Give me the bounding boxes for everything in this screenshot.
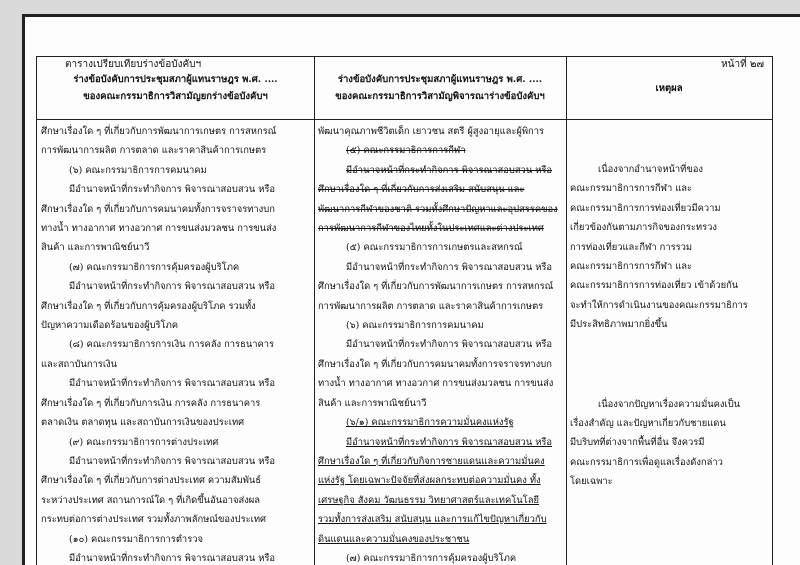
text-line: กระทบต่อการต่างประเทศ รวมทั้งภาพลักษณ์ของประเทศ xyxy=(41,514,266,526)
reason-text: คณะกรรมาธิการเพื่อดูแลเรื่องดังกล่าว xyxy=(570,456,723,468)
text-line: ทางน้ำ ทางอากาศ ทางอวกาศ การขนส่งมวลชน การขนส่ง xyxy=(41,223,277,235)
text-line-new: แห่งรัฐ โดยเฉพาะปัจจัยที่ส่งผลกระทบต่อความมั่นคง ทั้ง xyxy=(318,475,541,487)
column-body-3 xyxy=(566,120,772,565)
reason-text: คณะกรรมาธิการการท่องเที่ยว เข้าด้วยกัน xyxy=(570,280,739,292)
column-heading-line: ของคณะกรรมาธิการวิสามัญพิจารณาร่างข้อบังคับฯ xyxy=(335,91,545,102)
text-line: ระหว่างประเทศ สถานการณ์ใด ๆ ที่เกิดขึ้นอันอาจส่งผล xyxy=(41,494,261,506)
text-line-new: ศึกษาเรื่องใด ๆ ที่เกี่ยวกับกิจการชายแดนและความมั่นคง xyxy=(318,455,545,467)
text-line: ศึกษาเรื่องใด ๆ ที่เกี่ยวกับการพัฒนาการเกษตร การสหกรณ์ xyxy=(41,126,277,137)
column-heading-3 xyxy=(566,57,772,120)
text-line: สินค้า และการพาณิชย์นาวี xyxy=(318,397,427,409)
clause-heading: (๖) คณะกรรมาธิการการคมนาคม xyxy=(346,320,484,332)
column-reasons xyxy=(566,57,772,565)
reason-text: คณะกรรมาธิการการท่องเที่ยวมีความ xyxy=(570,202,721,214)
comparison-table xyxy=(36,56,773,565)
clause-heading: (๖) คณะกรรมาธิการการคมนาคม xyxy=(69,164,207,176)
text-line: ปัญหาความเดือดร้อนของผู้บริโภค xyxy=(41,320,179,332)
text-line-struck: การพัฒนาการกีฬาของไทยทั้งในประเทศและต่างประเทศ xyxy=(318,223,544,235)
reason-text: การท่องเที่ยวและกีฬา การรวม xyxy=(570,241,693,253)
column-body-2 xyxy=(314,120,566,565)
text-line-struck: ศึกษาเรื่องใด ๆ ที่เกี่ยวกับการส่งเสริม สนับสนุน และ xyxy=(318,184,525,196)
text-line: ศึกษาเรื่องใด ๆ ที่เกี่ยวกับการพัฒนาการเกษตร การสหกรณ์ xyxy=(318,281,554,293)
text-line: และสถาบันการเงิน xyxy=(41,358,118,370)
column-heading-1 xyxy=(37,57,314,120)
column-heading-2 xyxy=(314,57,566,120)
text-line: ตลาดเงิน ตลาดทุน และสถาบันการเงินของประเทศ xyxy=(41,417,245,429)
reason-text: คณะกรรมาธิการการกีฬา และ xyxy=(570,261,693,273)
clause-heading: (๑๐) คณะกรรมาธิการการตำรวจ xyxy=(69,533,203,545)
reason-text: จะทำให้การดำเนินงานของคณะกรรมาธิการ xyxy=(570,299,748,311)
text-line: การพัฒนาการผลิต การตลาด และราคาสินค้าการเกษตร xyxy=(318,300,544,312)
document-header-title: ตารางเปรียบเทียบร่างข้อบังคับฯ xyxy=(65,59,202,70)
clause-heading: (๘) คณะกรรมาธิการการเงิน การคลัง การธนาคาร xyxy=(69,339,275,351)
text-line-struck: พัฒนาการกีฬาของชาติ รวมทั้งศึกษาปัญหาและอุปสรรคของ xyxy=(318,203,558,215)
spacer xyxy=(570,122,768,160)
column-heading-line: ร่างข้อบังคับการประชุมสภาผู้แทนราษฎร พ.ศ. .... xyxy=(73,74,278,85)
clause-heading-new: (๖/๑) คณะกรรมาธิการความมั่นคงแห่งรัฐ xyxy=(346,417,514,429)
column-drafting-committee xyxy=(37,57,315,565)
text-line: พัฒนาคุณภาพชีวิตเด็ก เยาวชน สตรี ผู้สูงอายุและผู้พิการ xyxy=(318,126,545,137)
text-line-new: เศรษฐกิจ สังคม วัฒนธรรม วิทยาศาสตร์และเทคโนโลยี xyxy=(318,494,539,506)
reason-text: เนื่องจากอำนาจหน้าที่ของ xyxy=(598,164,703,175)
text-line: มีอำนาจหน้าที่กระทำกิจการ พิจารณาสอบสวน หรือ xyxy=(69,378,276,390)
text-line-new: ดินแดนและความมั่นคงของประชาชน xyxy=(318,533,470,545)
text-line: มีอำนาจหน้าที่กระทำกิจการ พิจารณาสอบสวน หรือ xyxy=(69,281,276,293)
reason-text: เนื่องจากปัญหาเรื่องความมั่นคงเป็น xyxy=(598,398,741,410)
text-line: การพัฒนาการผลิต การตลาด และราคาสินค้าการเกษตร xyxy=(41,145,267,157)
column-body-1 xyxy=(37,120,314,565)
spacer xyxy=(570,335,768,395)
text-line: ศึกษาเรื่องใด ๆ ที่เกี่ยวกับการคุ้มครองผู้บริโภค รวมทั้ง xyxy=(41,300,256,312)
clause-heading: (๗) คณะกรรมาธิการการคุ้มครองผู้บริโภค xyxy=(69,261,240,273)
text-line: มีอำนาจหน้าที่กระทำกิจการ พิจารณาสอบสวน หรือ xyxy=(346,261,553,273)
text-line: มีอำนาจหน้าที่กระทำกิจการ พิจารณาสอบสวน หรือ xyxy=(69,455,276,467)
clause-heading: (๙) คณะกรรมาธิการการต่างประเทศ xyxy=(69,436,219,448)
column-review-committee xyxy=(314,57,567,565)
column-heading-line: เหตุผล xyxy=(655,82,683,94)
column-heading-line: ร่างข้อบังคับการประชุมสภาผู้แทนราษฎร พ.ศ. .... xyxy=(337,74,543,85)
reason-text: มีบริบทที่ต่างจากพื้นที่อื่น จึงควรมี xyxy=(570,437,705,449)
reason-text: เกี่ยวข้องกันตามภารกิจของกระทรวง xyxy=(570,222,717,234)
reason-text: คณะกรรมาธิการการกีฬา และ xyxy=(570,183,693,195)
reason-text: โดยเฉพาะ xyxy=(570,476,613,488)
text-line: ศึกษาเรื่องใด ๆ ที่เกี่ยวกับการต่างประเทศ ความสัมพันธ์ xyxy=(41,475,262,487)
column-heading-line: ของคณะกรรมาธิการวิสามัญยกร่างข้อบังคับฯ xyxy=(83,91,268,102)
text-line: ทางน้ำ ทางอากาศ ทางอวกาศ การขนส่งมวลชน การขนส่ง xyxy=(318,378,554,390)
clause-heading: (๕) คณะกรรมาธิการการเกษตรและสหกรณ์ xyxy=(346,242,523,254)
clause-heading-struck: (๕) คณะกรรมาธิการการกีฬา xyxy=(346,145,466,157)
text-line: ศึกษาเรื่องใด ๆ ที่เกี่ยวกับการเงิน การคลัง การธนาคาร xyxy=(41,397,261,409)
text-line: สินค้า และการพาณิชย์นาวี xyxy=(41,242,150,254)
text-line: มีอำนาจหน้าที่กระทำกิจการ พิจารณาสอบสวน หรือ xyxy=(346,339,553,351)
text-line: ศึกษาเรื่องใด ๆ ที่เกี่ยวกับการคมนาคมทั้งการจราจรทางบก xyxy=(318,358,552,370)
reason-text: เรื่องสำคัญ และปัญหาเกี่ยวกับชายแดน xyxy=(570,418,726,430)
text-line-struck: มีอำนาจหน้าที่กระทำกิจการ พิจารณาสอบสวน หรือ xyxy=(346,164,553,176)
page-number: หน้าที่ ๒๗ xyxy=(721,59,764,70)
clause-heading: (๗) คณะกรรมาธิการการคุ้มครองผู้บริโภค xyxy=(346,552,517,564)
text-line: มีอำนาจหน้าที่กระทำกิจการ พิจารณาสอบสวน หรือ xyxy=(69,552,276,564)
text-line-new: มีอำนาจหน้าที่กระทำกิจการ พิจารณาสอบสวน หรือ xyxy=(346,436,553,448)
text-line-new: รวมทั้งการส่งเสริม สนับสนุน และการแก้ไขปัญหาเกี่ยวกับ xyxy=(318,514,547,526)
text-line: มีอำนาจหน้าที่กระทำกิจการ พิจารณาสอบสวน หรือ xyxy=(69,184,276,196)
reason-text: มีประสิทธิภาพมากยิ่งขึ้น xyxy=(570,319,668,331)
text-line: ศึกษาเรื่องใด ๆ ที่เกี่ยวกับการคมนาคมทั้งการจราจรทางบก xyxy=(41,203,275,215)
